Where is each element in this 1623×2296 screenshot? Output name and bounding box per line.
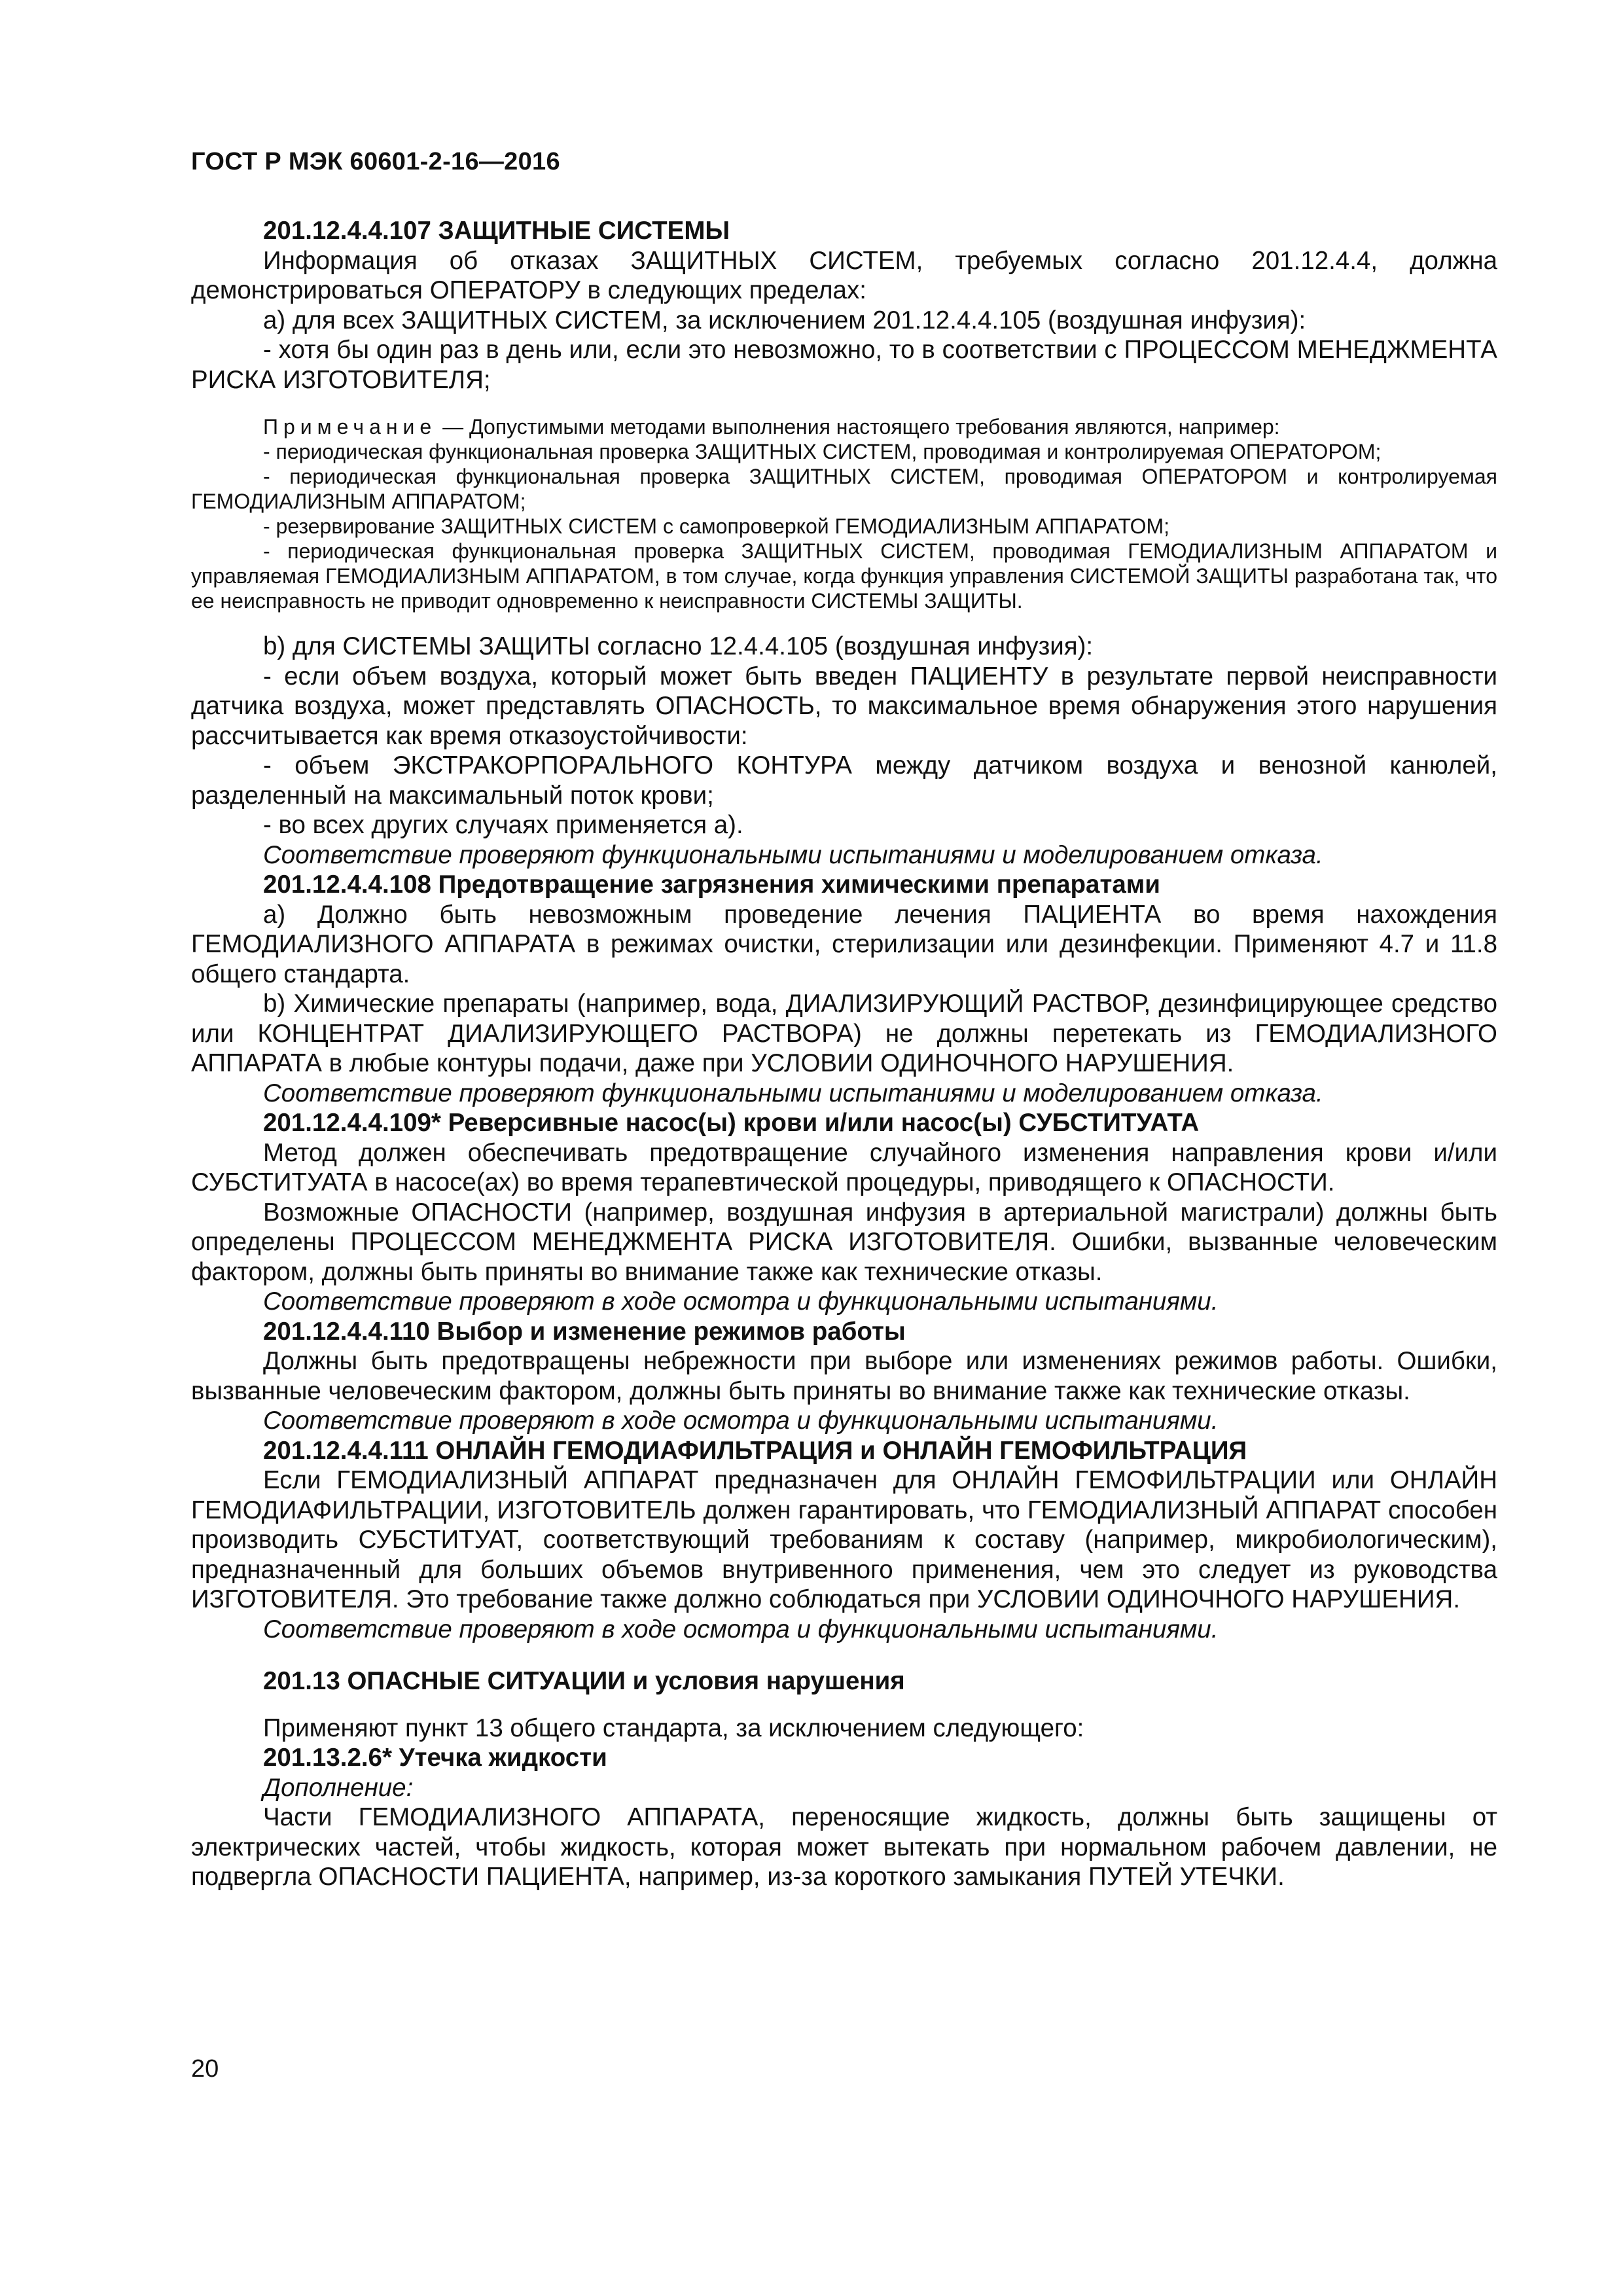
paragraph: Части ГЕМОДИАЛИЗНОГО АППАРАТА, переносящие жидкость, должны быть защищены от электрических частей, чтобы жидкость, которая может вытекать при нормальном рабочем давлении, не подвергла ОПАСНОСТИ ПАЦИЕНТА, например, из-за короткого замыкания ПУТЕЙ УТЕЧКИ. xyxy=(191,1803,1497,1891)
section-heading-wrap xyxy=(191,1666,1497,1696)
paragraph: Информация об отказах ЗАЩИТНЫХ СИСТЕМ, требуемых согласно 201.12.4.4, должна демонстрироваться ОПЕРАТОРУ в следующих пределах: xyxy=(191,246,1497,304)
section-heading: 201.13 ОПАСНЫЕ СИТУАЦИИ и условия нарушения xyxy=(263,1667,905,1695)
clause-heading: 201.12.4.4.108 Предотвращение загрязнения химическими препаратами xyxy=(263,870,1160,899)
paragraph: b) для СИСТЕМЫ ЗАЩИТЫ согласно 12.4.4.105 (воздушная инфузия): xyxy=(263,632,1094,660)
note-block xyxy=(191,414,1497,613)
paragraph: Возможные ОПАСНОСТИ (например, воздушная инфузия в артериальной магистрали) должны быть определены ПРОЦЕССОМ МЕНЕДЖМЕНТА РИСКА ИЗГОТОВИТЕЛЯ. Ошибки, вызванные человеческим фактором, должны быть приняты во внимание также как технические отказы. xyxy=(191,1198,1497,1286)
compliance-statement: Дополнение: xyxy=(263,1773,414,1802)
paragraph: Метод должен обеспечивать предотвращение случайного изменения направления крови и/или СУБСТИТУАТА в насосе(ах) во время терапевтической процедуры, приводящего к ОПАСНОСТИ. xyxy=(191,1138,1497,1196)
paragraph: - объем ЭКСТРАКОРПОРАЛЬНОГО КОНТУРА между датчиком воздуха и венозной канюлей, разделенный на максимальный поток крови; xyxy=(191,751,1497,810)
note-item: - периодическая функциональная проверка ЗАЩИТНЫХ СИСТЕМ, проводимая ОПЕРАТОРОМ и контролируемая ГЕМОДИАЛИЗНЫМ АППАРАТОМ; xyxy=(191,465,1497,513)
paragraph: Должны быть предотвращены небрежности при выборе или изменениях режимов работы. Ошибки, вызванные человеческим фактором, должны быть приняты во внимание также как технические отказы. xyxy=(191,1347,1497,1405)
paragraph: a) для всех ЗАЩИТНЫХ СИСТЕМ, за исключением 201.12.4.4.105 (воздушная инфузия): xyxy=(263,306,1306,334)
note-label: Примечание xyxy=(263,415,437,439)
document-body xyxy=(191,216,1497,1892)
clause-heading: 201.12.4.4.110 Выбор и изменение режимов работы xyxy=(263,1317,906,1346)
paragraph: Применяют пункт 13 общего стандарта, за исключением следующего: xyxy=(263,1713,1084,1742)
spacer xyxy=(191,1644,1497,1666)
document-header: ГОСТ Р МЭК 60601-2-16—2016 xyxy=(191,148,560,175)
compliance-statement: Соответствие проверяют в ходе осмотра и функциональными испытаниями. xyxy=(263,1287,1219,1316)
block-protective-systems xyxy=(191,216,1497,395)
compliance-statement: Соответствие проверяют функциональными испытаниями и моделированием отказа. xyxy=(263,840,1323,869)
compliance-statement: Соответствие проверяют в ходе осмотра и функциональными испытаниями. xyxy=(263,1615,1219,1643)
paragraph: - хотя бы один раз в день или, если это невозможно, то в соответствии с ПРОЦЕССОМ МЕНЕДЖМЕНТА РИСКА ИЗГОТОВИТЕЛЯ; xyxy=(191,336,1497,394)
clause-heading: 201.12.4.4.109* Реверсивные насос(ы) крови и/или насос(ы) СУБСТИТУАТА xyxy=(263,1109,1200,1137)
block-requirements xyxy=(191,632,1497,1644)
block-section-201-13 xyxy=(191,1713,1497,1892)
note-items xyxy=(191,439,1497,613)
note-item: - периодическая функциональная проверка ЗАЩИТНЫХ СИСТЕМ, проводимая и контролируемая ОПЕРАТОРОМ; xyxy=(263,440,1382,463)
clause-heading: 201.12.4.4.111 ОНЛАЙН ГЕМОДИАФИЛЬТРАЦИЯ и ОНЛАЙН ГЕМОФИЛЬТРАЦИЯ xyxy=(263,1436,1247,1465)
paragraph: a) Должно быть невозможным проведение лечения ПАЦИЕНТА во время нахождения ГЕМОДИАЛИЗНОГО АППАРАТА в режимах очистки, стерилизации или дезинфекции. Применяют 4.7 и 11.8 общего стандарта. xyxy=(191,900,1497,988)
clause-heading: 201.13.2.6* Утечка жидкости xyxy=(263,1744,607,1772)
compliance-statement: Соответствие проверяют в ходе осмотра и функциональными испытаниями. xyxy=(263,1407,1219,1435)
compliance-statement: Соответствие проверяют функциональными испытаниями и моделированием отказа. xyxy=(263,1079,1323,1107)
page-number: 20 xyxy=(191,2055,219,2083)
spacer xyxy=(191,1696,1497,1713)
paragraph: Если ГЕМОДИАЛИЗНЫЙ АППАРАТ предназначен для ОНЛАЙН ГЕМОФИЛЬТРАЦИИ или ОНЛАЙН ГЕМОДИАФИЛЬТРАЦИИ, ИЗГОТОВИТЕЛЬ должен гарантировать, что ГЕМОДИАЛИЗНЫЙ АППАРАТ способен производить СУБСТИТУАТ, соответствующий требованиям к составу (например, микробиологическим), предназначенный для больших объемов внутривенного применения, чем это следует из руководства ИЗГОТОВИТЕЛЯ. Это требование также должно соблюдаться при УСЛОВИИ ОДИНОЧНОГО НАРУШЕНИЯ. xyxy=(191,1466,1497,1613)
paragraph: - во всех других случаях применяется а). xyxy=(263,811,743,839)
paragraph: b) Химические препараты (например, вода, ДИАЛИЗИРУЮЩИЙ РАСТВОР, дезинфицирующее средство или КОНЦЕНТРАТ ДИАЛИЗИРУЮЩЕГО РАСТВОРА) не должны перетекать из ГЕМОДИАЛИЗНОГО АППАРАТА в любые контуры подачи, даже при УСЛОВИИ ОДИНОЧНОГО НАРУШЕНИЯ. xyxy=(191,990,1497,1077)
note-item: - периодическая функциональная проверка ЗАЩИТНЫХ СИСТЕМ, проводимая ГЕМОДИАЛИЗНЫМ АППАРАТОМ и управляемая ГЕМОДИАЛИЗНЫМ АППАРАТОМ, в том случае, когда функция управления СИСТЕМОЙ ЗАЩИТЫ разработана так, что ее неисправность не приводит одновременно к неисправности СИСТЕМЫ ЗАЩИТЫ. xyxy=(191,539,1497,613)
note-text: — Допустимыми методами выполнения настоящего требования являются, например: xyxy=(437,415,1280,439)
note-item: - резервирование ЗАЩИТНЫХ СИСТЕМ с самопроверкой ГЕМОДИАЛИЗНЫМ АППАРАТОМ; xyxy=(263,514,1169,538)
note-intro xyxy=(191,414,1497,439)
clause-heading: 201.12.4.4.107 ЗАЩИТНЫЕ СИСТЕМЫ xyxy=(263,217,730,245)
paragraph: - если объем воздуха, который может быть введен ПАЦИЕНТУ в результате первой неисправности датчика воздуха, может представлять ОПАСНОСТЬ, то максимальное время обнаружения этого нарушения рассчитывается как время отказоустойчивости: xyxy=(191,662,1497,750)
